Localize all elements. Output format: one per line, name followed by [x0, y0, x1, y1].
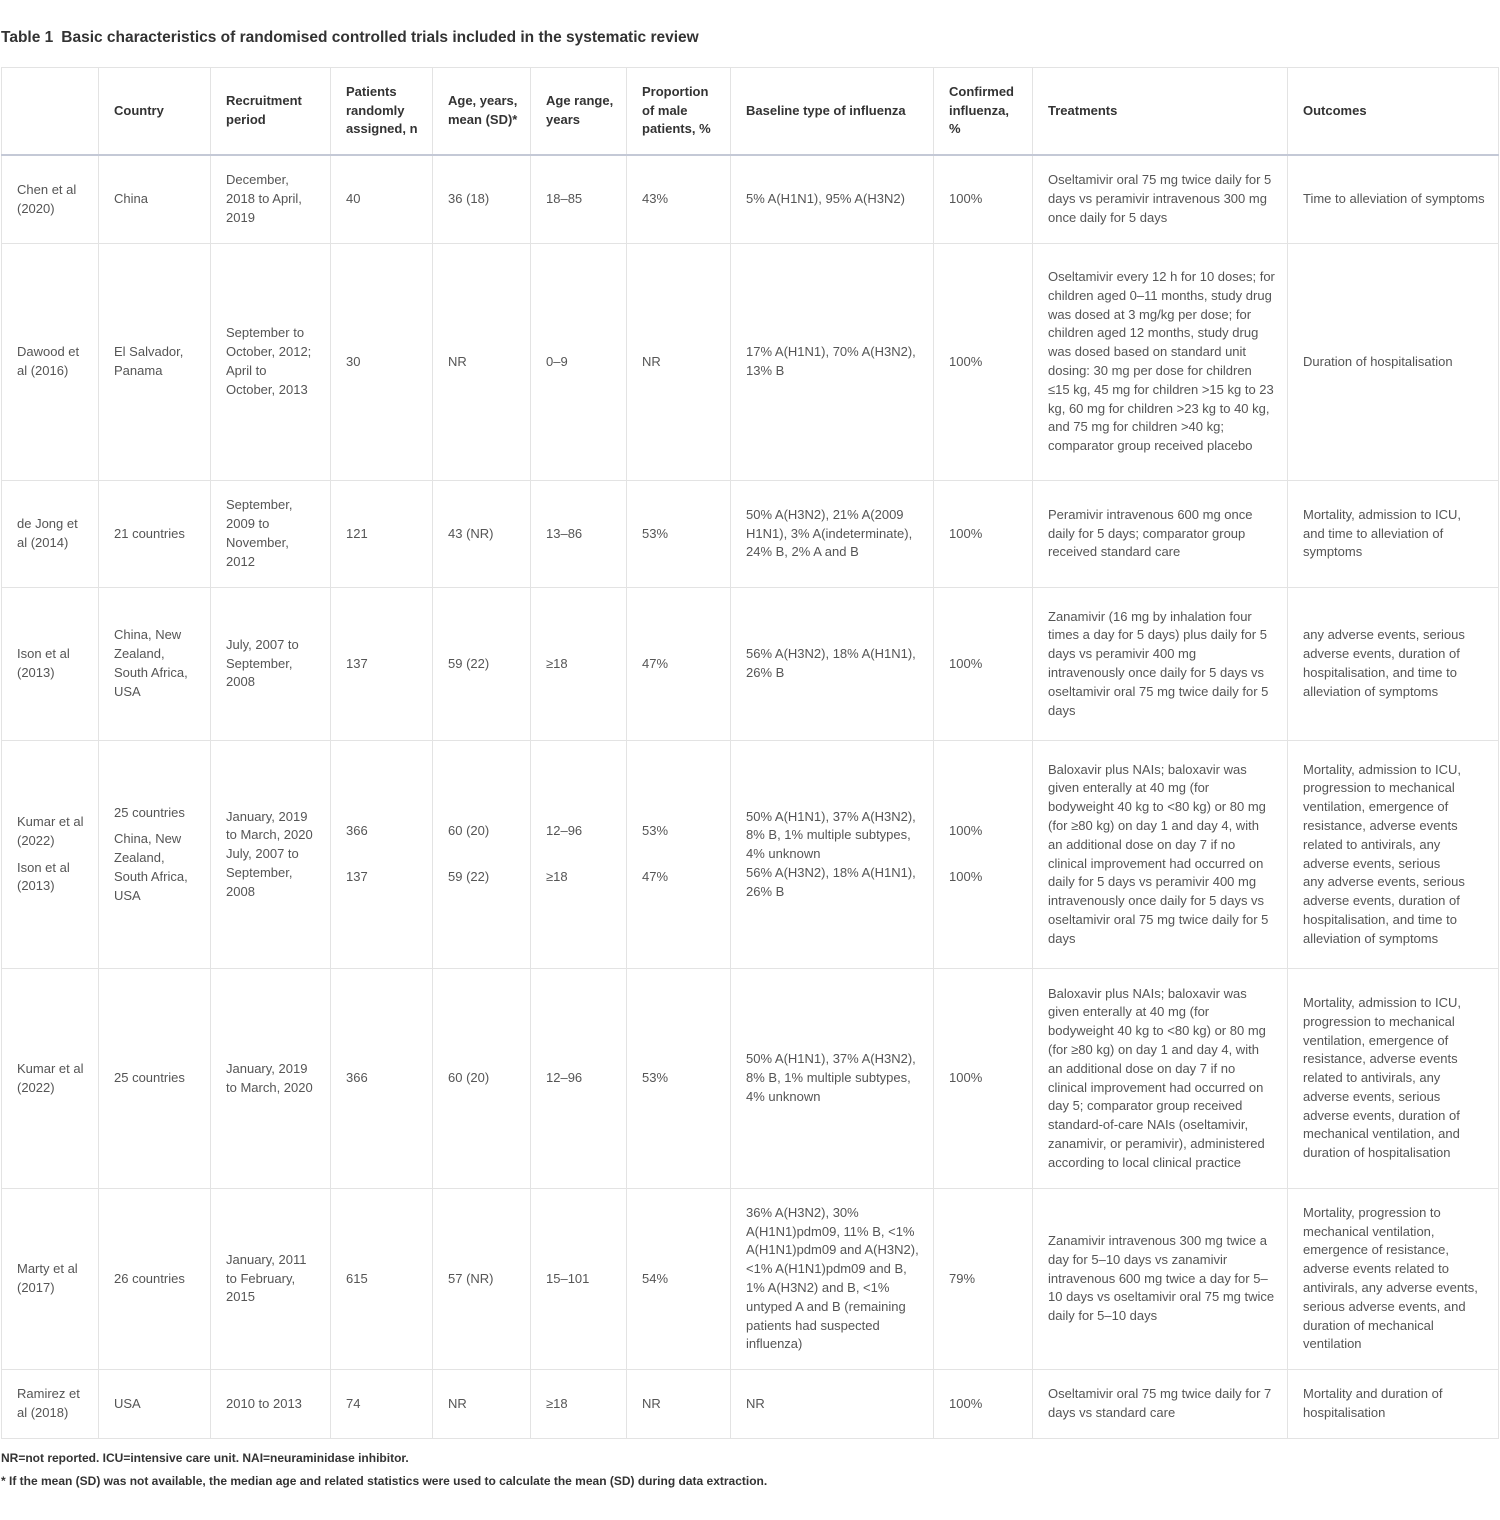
cell-confirmed: 100%	[934, 155, 1033, 244]
cell-outcomes: any adverse events, serious adverse events, duration of hospitalisation, and time to alleviation of symptoms	[1288, 588, 1499, 741]
cell-confirmed: 100%	[934, 1370, 1033, 1439]
cell-confirmed: 79%	[934, 1189, 1033, 1370]
cell-age-range-a: 12–96	[546, 823, 583, 839]
cell-recruitment: September, 2009 to November, 2012	[211, 481, 331, 588]
table-row	[2, 1370, 1499, 1439]
header-confirmed: Confirmed influenza, %	[934, 68, 1033, 156]
cell-age-mean-a: 60 (20)	[448, 823, 490, 839]
cell-study	[2, 741, 99, 969]
footnote-abbreviations: NR=not reported. ICU=intensive care unit. NAI=neuraminidase inhibitor.	[1, 1451, 409, 1465]
cell-study: Dawood et al (2016)	[2, 244, 99, 481]
table-row	[2, 741, 1499, 969]
cell-baseline: 50% A(H1N1), 37% A(H3N2), 8% B, 1% multiple subtypes, 4% unknown	[731, 969, 934, 1189]
cell-treatments: Baloxavir plus NAIs; baloxavir was given enterally at 40 mg (for bodyweight 40 kg to <80 kg) or 80 mg (for ≥80 kg) on day 1 and day 4, with an additional dose on day 7 if no clinical improvement had occurred on day 5; comparator group received standard-of-care NAIs (oseltamivir, zanamivir, or peramivir), administered according to local clinical practice	[1033, 969, 1288, 1189]
cell-study: Ison et al (2013)	[2, 588, 99, 741]
cell-male: 43%	[627, 155, 731, 244]
cell-country: China	[99, 155, 211, 244]
cell-outcomes: Duration of hospitalisation	[1288, 244, 1499, 481]
cell-study: Kumar et al (2022)	[2, 969, 99, 1189]
cell-treatments: Oseltamivir every 12 h for 10 doses; for children aged 0–11 months, study drug was dosed at 3 mg/kg per dose; for children aged 12 months, study drug was dosed based on standard unit dosing: 30 mg per dose for children ≤15 kg, 45 mg for children >15 kg to 23 kg, 60 mg for children >23 kg to 40 kg, and 75 mg for children >40 kg; comparator group received placebo	[1033, 244, 1288, 481]
cell-patients: 30	[331, 244, 433, 481]
cell-male: 54%	[627, 1189, 731, 1370]
header-baseline: Baseline type of influenza	[731, 68, 934, 156]
cell-confirmed: 100%	[934, 481, 1033, 588]
cell-outcomes: Mortality, progression to mechanical ventilation, emergence of resistance, adverse events related to antivirals, any adverse events, serious adverse events, and duration of mechanical ventilation	[1288, 1189, 1499, 1370]
cell-male: NR	[627, 1370, 731, 1439]
cell-baseline-a: 50% A(H1N1), 37% A(H3N2), 8% B, 1% multiple subtypes, 4% unknown	[746, 808, 916, 862]
cell-patients-a: 366	[346, 823, 368, 839]
table-row	[2, 969, 1499, 1189]
cell-treatments: Oseltamivir oral 75 mg twice daily for 7 days vs standard care	[1033, 1370, 1288, 1439]
footnote-asterisk: * If the mean (SD) was not available, the median age and related statistics were used to calculate the mean (SD) during data extraction.	[1, 1474, 768, 1488]
cell-treatments: Zanamivir intravenous 300 mg twice a day for 5–10 days vs zanamivir intravenous 600 mg twice a day for 5–10 days vs oseltamivir oral 75 mg twice daily for 5–10 days	[1033, 1189, 1288, 1370]
cell-male: 47%	[627, 588, 731, 741]
cell-country: 26 countries	[99, 1189, 211, 1370]
cell-outcomes-b: any adverse events, serious adverse events, duration of hospitalisation, and time to alleviation of symptoms	[1303, 874, 1465, 946]
cell-study: Marty et al (2017)	[2, 1189, 99, 1370]
cell-study-b: Ison et al (2013)	[17, 859, 70, 894]
cell-baseline: 5% A(H1N1), 95% A(H3N2)	[731, 155, 934, 244]
cell-male: NR	[627, 244, 731, 481]
cell-age-mean: 36 (18)	[433, 155, 531, 244]
cell-confirmed	[934, 741, 1033, 969]
cell-age-range: ≥18	[531, 588, 627, 741]
cell-recruitment: January, 2011 to February, 2015	[211, 1189, 331, 1370]
cell-recruitment	[211, 741, 331, 969]
cell-outcomes: Time to alleviation of symptoms	[1288, 155, 1499, 244]
cell-patients: 615	[331, 1189, 433, 1370]
header-age-mean: Age, years, mean (SD)*	[433, 68, 531, 156]
cell-country: China, New Zealand, South Africa, USA	[99, 588, 211, 741]
cell-confirmed-b: 100%	[949, 869, 983, 884]
cell-age-range: 0–9	[531, 244, 627, 481]
cell-age-range-b: ≥18	[546, 869, 568, 884]
cell-treatments: Zanamivir (16 mg by inhalation four times a day for 5 days) plus daily for 5 days vs peramivir 400 mg intravenously once daily for 5 days vs oseltamivir oral 75 mg twice daily for 5 days	[1033, 588, 1288, 741]
cell-male	[627, 741, 731, 969]
cell-country: USA	[99, 1370, 211, 1439]
cell-age-mean-b: 59 (22)	[448, 869, 490, 884]
cell-baseline: 56% A(H3N2), 18% A(H1N1), 26% B	[731, 588, 934, 741]
cell-patients: 74	[331, 1370, 433, 1439]
cell-age-range: 18–85	[531, 155, 627, 244]
cell-age-mean: 43 (NR)	[433, 481, 531, 588]
cell-age-range: 15–101	[531, 1189, 627, 1370]
cell-baseline: 17% A(H1N1), 70% A(H3N2), 13% B	[731, 244, 934, 481]
cell-confirmed-a: 100%	[949, 823, 983, 839]
cell-age-mean: 57 (NR)	[433, 1189, 531, 1370]
cell-outcomes	[1288, 741, 1499, 969]
cell-age-range: 13–86	[531, 481, 627, 588]
cell-country: 21 countries	[99, 481, 211, 588]
cell-recruitment: January, 2019 to March, 2020	[211, 969, 331, 1189]
cell-outcomes-a: Mortality, admission to ICU, progression to mechanical ventilation, emergence of resistance, adverse events related to antivirals, any adverse events, serious	[1303, 761, 1461, 871]
cell-male-b: 47%	[642, 869, 669, 884]
header-row	[2, 68, 1499, 156]
table-row	[2, 588, 1499, 741]
cell-patients-b: 137	[346, 869, 368, 884]
header-recruitment: Recruitment period	[211, 68, 331, 156]
table-row	[2, 1189, 1499, 1370]
cell-male-a: 53%	[642, 823, 669, 839]
cell-outcomes: Mortality, admission to ICU, progression to mechanical ventilation, emergence of resistance, adverse events related to antivirals, any adverse events, serious adverse events, duration of mechanical ventilation, and duration of hospitalisation	[1288, 969, 1499, 1189]
header-country: Country	[99, 68, 211, 156]
cell-study-a: Kumar et al (2022)	[17, 813, 84, 848]
cell-patients: 121	[331, 481, 433, 588]
cell-confirmed: 100%	[934, 588, 1033, 741]
header-male: Proportion of male patients, %	[627, 68, 731, 156]
cell-age-mean: 60 (20)	[433, 969, 531, 1189]
cell-age-range: 12–96	[531, 969, 627, 1189]
cell-recruitment-a: January, 2019 to March, 2020	[226, 808, 313, 843]
cell-study: de Jong et al (2014)	[2, 481, 99, 588]
cell-recruitment: July, 2007 to September, 2008	[211, 588, 331, 741]
header-treatments: Treatments	[1033, 68, 1288, 156]
cell-baseline: 36% A(H3N2), 30% A(H1N1)pdm09, 11% B, <1% A(H1N1)pdm09 and A(H3N2), <1% A(H1N1)pdm09 and B, 1% A(H3N2) and B, <1% untyped A and B (remaining patients had suspected influenza)	[731, 1189, 934, 1370]
cell-outcomes: Mortality and duration of hospitalisation	[1288, 1370, 1499, 1439]
cell-age-mean	[433, 741, 531, 969]
header-age-range: Age range, years	[531, 68, 627, 156]
trials-table	[1, 67, 1499, 1439]
cell-baseline: NR	[731, 1370, 934, 1439]
cell-country-a: 25 countries	[114, 804, 185, 820]
cell-age-mean: NR	[433, 244, 531, 481]
header-study	[2, 68, 99, 156]
table-row	[2, 244, 1499, 481]
cell-country	[99, 741, 211, 969]
cell-confirmed: 100%	[934, 244, 1033, 481]
table-caption	[1, 29, 699, 47]
cell-age-range	[531, 741, 627, 969]
cell-outcomes: Mortality, admission to ICU, and time to alleviation of symptoms	[1288, 481, 1499, 588]
cell-patients	[331, 741, 433, 969]
cell-patients: 40	[331, 155, 433, 244]
cell-patients: 366	[331, 969, 433, 1189]
cell-age-mean: 59 (22)	[433, 588, 531, 741]
table-row	[2, 155, 1499, 244]
cell-country: 25 countries	[99, 969, 211, 1189]
cell-male: 53%	[627, 481, 731, 588]
cell-age-mean: NR	[433, 1370, 531, 1439]
table-row	[2, 481, 1499, 588]
cell-study: Ramirez et al (2018)	[2, 1370, 99, 1439]
header-outcomes: Outcomes	[1288, 68, 1499, 156]
cell-baseline: 50% A(H3N2), 21% A(2009 H1N1), 3% A(indeterminate), 24% B, 2% A and B	[731, 481, 934, 588]
cell-age-range: ≥18	[531, 1370, 627, 1439]
table-title: Basic characteristics of randomised controlled trials included in the systematic review	[61, 29, 699, 46]
cell-confirmed: 100%	[934, 969, 1033, 1189]
header-patients: Patients randomly assigned, n	[331, 68, 433, 156]
cell-recruitment: September to October, 2012; April to October, 2013	[211, 244, 331, 481]
cell-baseline-b: 56% A(H3N2), 18% A(H1N1), 26% B	[746, 864, 916, 899]
table-number: Table 1	[1, 29, 54, 46]
cell-study: Chen et al (2020)	[2, 155, 99, 244]
cell-country: El Salvador, Panama	[99, 244, 211, 481]
cell-treatments: Oseltamivir oral 75 mg twice daily for 5 days vs peramivir intravenous 300 mg once daily for 5 days	[1033, 155, 1288, 244]
cell-recruitment: December, 2018 to April, 2019	[211, 155, 331, 244]
cell-recruitment: 2010 to 2013	[211, 1370, 331, 1439]
cell-recruitment-b: July, 2007 to September, 2008	[226, 846, 299, 899]
cell-baseline	[731, 741, 934, 969]
cell-male: 53%	[627, 969, 731, 1189]
cell-treatments: Baloxavir plus NAIs; baloxavir was given enterally at 40 mg (for bodyweight 40 kg to <80 kg) or 80 mg (for ≥80 kg) on day 1 and day 4, with an additional dose on day 7 if no clinical improvement had occurred on daily for 5 days vs peramivir 400 mg intravenously once daily for 5 days vs oseltamivir oral 75 mg twice daily for 5 days	[1033, 741, 1288, 969]
cell-country-b: China, New Zealand, South Africa, USA	[114, 831, 188, 903]
cell-patients: 137	[331, 588, 433, 741]
cell-treatments: Peramivir intravenous 600 mg once daily for 5 days; comparator group received standard care	[1033, 481, 1288, 588]
